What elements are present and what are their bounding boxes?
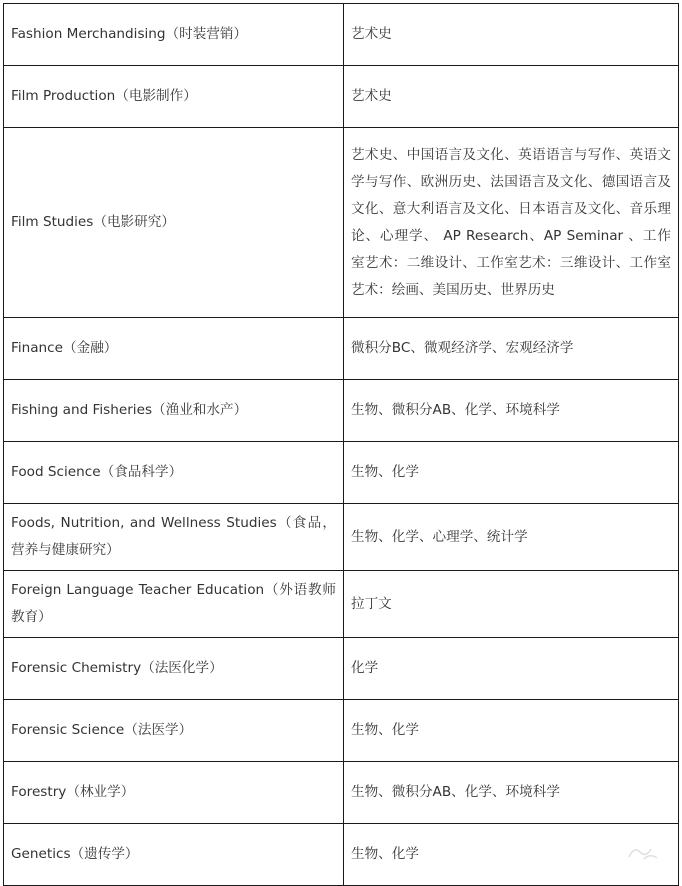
table-row bbox=[4, 4, 679, 66]
table-row bbox=[4, 318, 679, 380]
table-row bbox=[4, 700, 679, 762]
courses-cell: 生物、化学、心理学、统计学 bbox=[344, 504, 679, 571]
major-cell: Film Studies（电影研究） bbox=[4, 128, 344, 318]
major-course-table bbox=[3, 3, 679, 886]
major-cell: Food Science（食品科学） bbox=[4, 442, 344, 504]
courses-cell: 化学 bbox=[344, 638, 679, 700]
major-cell: Fashion Merchandising（时装营销） bbox=[4, 4, 344, 66]
courses-cell: 艺术史、中国语言及文化、英语语言与写作、英语文学与写作、欧洲历史、法国语言及文化、德国语言及文化、意大利语言及文化、日本语言及文化、音乐理论、心理学、 AP Research、AP Seminar 、工作室艺术：二维设计、工作室艺术：三维设计、工作室艺术：绘画、美国历史、世界历史 bbox=[344, 128, 679, 318]
major-cell: Forestry（林业学） bbox=[4, 762, 344, 824]
major-cell: Fishing and Fisheries（渔业和水产） bbox=[4, 380, 344, 442]
table-row bbox=[4, 638, 679, 700]
major-cell: Forensic Science（法医学） bbox=[4, 700, 344, 762]
table-row bbox=[4, 66, 679, 128]
table-row bbox=[4, 442, 679, 504]
watermark-icon bbox=[626, 842, 660, 864]
table-row bbox=[4, 571, 679, 638]
courses-cell: 生物、化学 bbox=[344, 442, 679, 504]
courses-cell: 微积分BC、微观经济学、宏观经济学 bbox=[344, 318, 679, 380]
major-cell: Finance（金融） bbox=[4, 318, 344, 380]
courses-cell: 生物、微积分AB、化学、环境科学 bbox=[344, 762, 679, 824]
courses-cell: 艺术史 bbox=[344, 4, 679, 66]
major-cell: Film Production（电影制作） bbox=[4, 66, 344, 128]
table-row bbox=[4, 824, 679, 886]
table-row bbox=[4, 128, 679, 318]
courses-cell: 生物、微积分AB、化学、环境科学 bbox=[344, 380, 679, 442]
major-cell: Foods, Nutrition, and Wellness Studies（食品，营养与健康研究） bbox=[4, 504, 344, 571]
courses-cell: 生物、化学 bbox=[344, 700, 679, 762]
major-cell: Foreign Language Teacher Education（外语教师教育） bbox=[4, 571, 344, 638]
courses-cell: 生物、化学 bbox=[344, 824, 679, 886]
table-row bbox=[4, 504, 679, 571]
page bbox=[3, 3, 678, 886]
table-row bbox=[4, 380, 679, 442]
courses-cell: 艺术史 bbox=[344, 66, 679, 128]
courses-cell: 拉丁文 bbox=[344, 571, 679, 638]
table-row bbox=[4, 762, 679, 824]
major-cell: Genetics（遗传学） bbox=[4, 824, 344, 886]
major-cell: Forensic Chemistry（法医化学） bbox=[4, 638, 344, 700]
